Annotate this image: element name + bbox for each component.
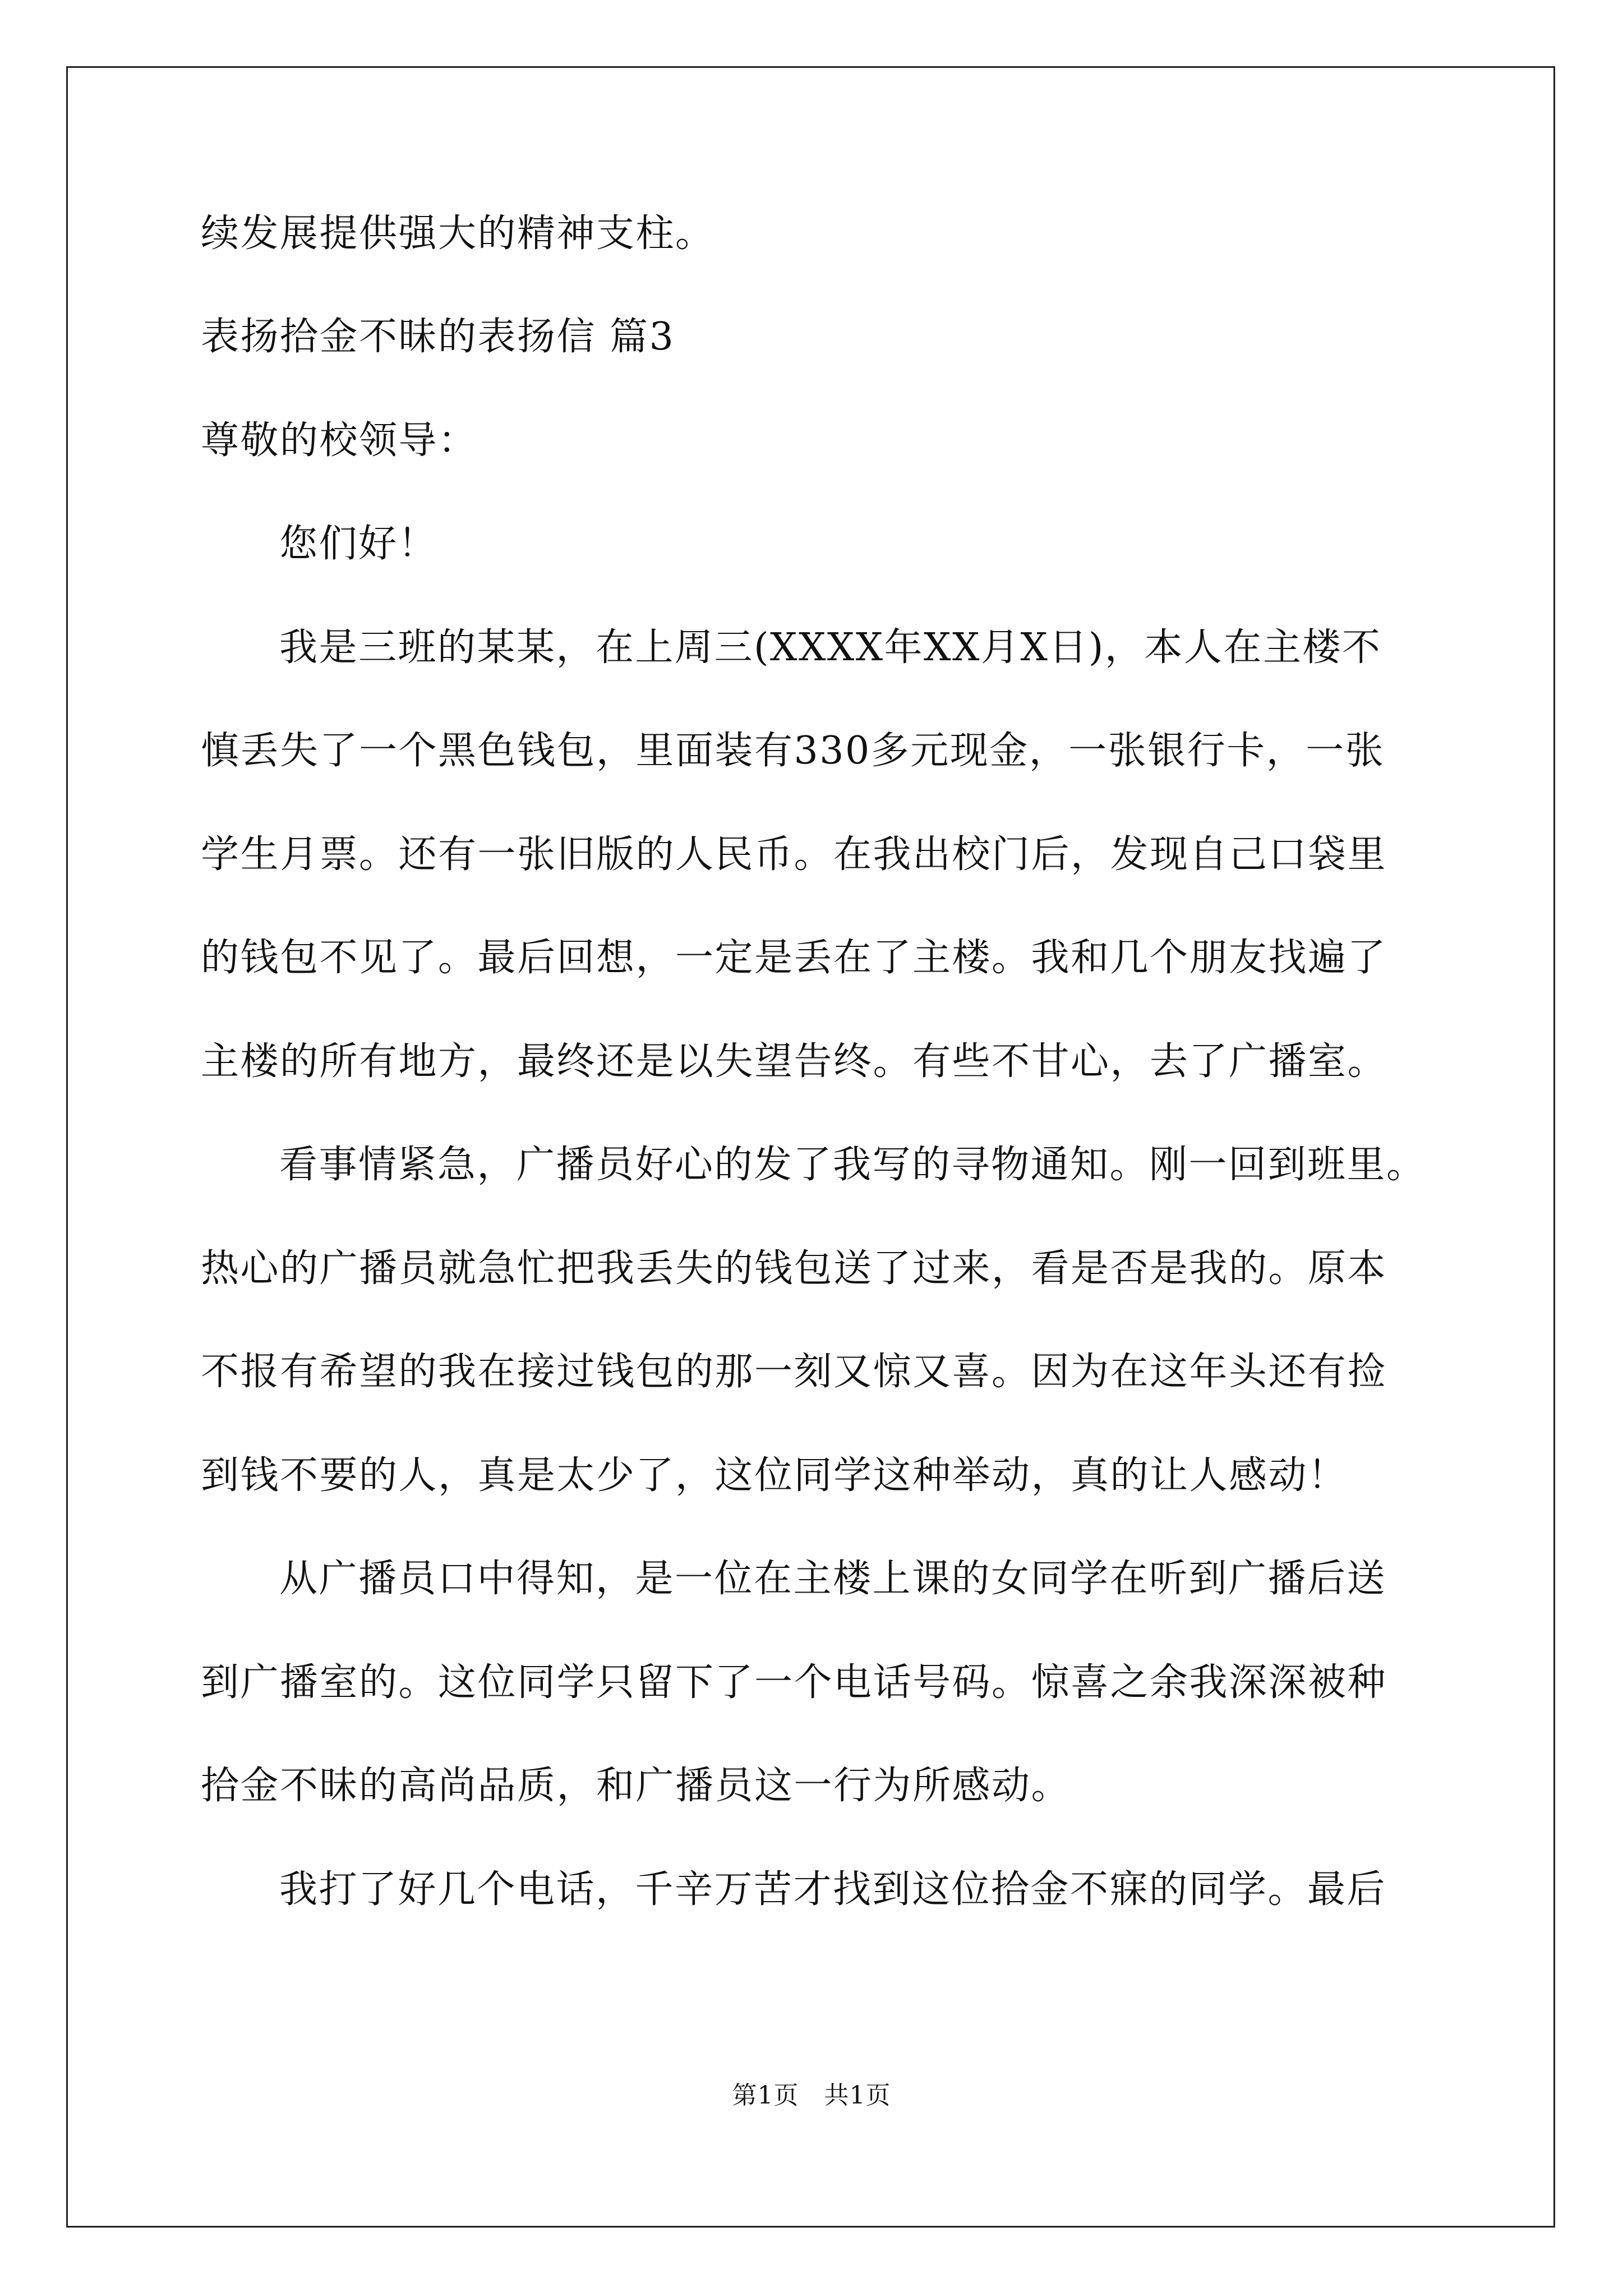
text-line-17: 我打了好几个电话，千辛万苦才找到这位拾金不寐的同学。最后 bbox=[279, 1867, 1387, 1912]
text-line-13: 到钱不要的人，真是太少了，这位同学这种举动，真的让人感动！ bbox=[201, 1453, 1348, 1498]
text-line-7: 学生月票。还有一张旧版的人民币。在我出校门后，发现自己口袋里 bbox=[201, 832, 1387, 877]
text-line-11: 热心的广播员就急忙把我丢失的钱包送了过来，看是否是我的。原本 bbox=[201, 1246, 1387, 1291]
text-line-6: 慎丢失了一个黑色钱包，里面装有330多元现金，一张银行卡，一张 bbox=[201, 729, 1385, 773]
text-line-8: 的钱包不见了。最后回想，一定是丢在了主楼。我和几个朋友找遍了 bbox=[201, 936, 1387, 980]
text-line-12: 不报有希望的我在接过钱包的那一刻又惊又喜。因为在这年头还有捡 bbox=[201, 1350, 1387, 1394]
salutation: 尊敬的校领导： bbox=[201, 418, 478, 463]
text-line-1: 续发展提供强大的精神支柱。 bbox=[201, 211, 715, 256]
section-heading: 表扬拾金不昧的表扬信 篇3 bbox=[201, 315, 675, 359]
greeting: 您们好！ bbox=[279, 522, 438, 566]
text-line-10: 看事情紧急，广播员好心的发了我写的寻物通知。刚一回到班里。 bbox=[279, 1143, 1426, 1187]
text-line-9: 主楼的所有地方，最终还是以失望告终。有些不甘心，去了广播室。 bbox=[201, 1039, 1387, 1084]
text-line-15: 到广播室的。这位同学只留下了一个电话号码。惊喜之余我深深被种 bbox=[201, 1660, 1387, 1705]
text-line-16: 拾金不昧的高尚品质，和广播员这一行为所感动。 bbox=[201, 1764, 1071, 1808]
page-number-footer: 第1页 共1页 bbox=[732, 2081, 891, 2110]
text-line-14: 从广播员口中得知，是一位在主楼上课的女同学在听到广播后送 bbox=[279, 1557, 1387, 1601]
text-line-5: 我是三班的某某，在上周三(XXXX年XX月X日)，本人在主楼不 bbox=[279, 625, 1382, 670]
